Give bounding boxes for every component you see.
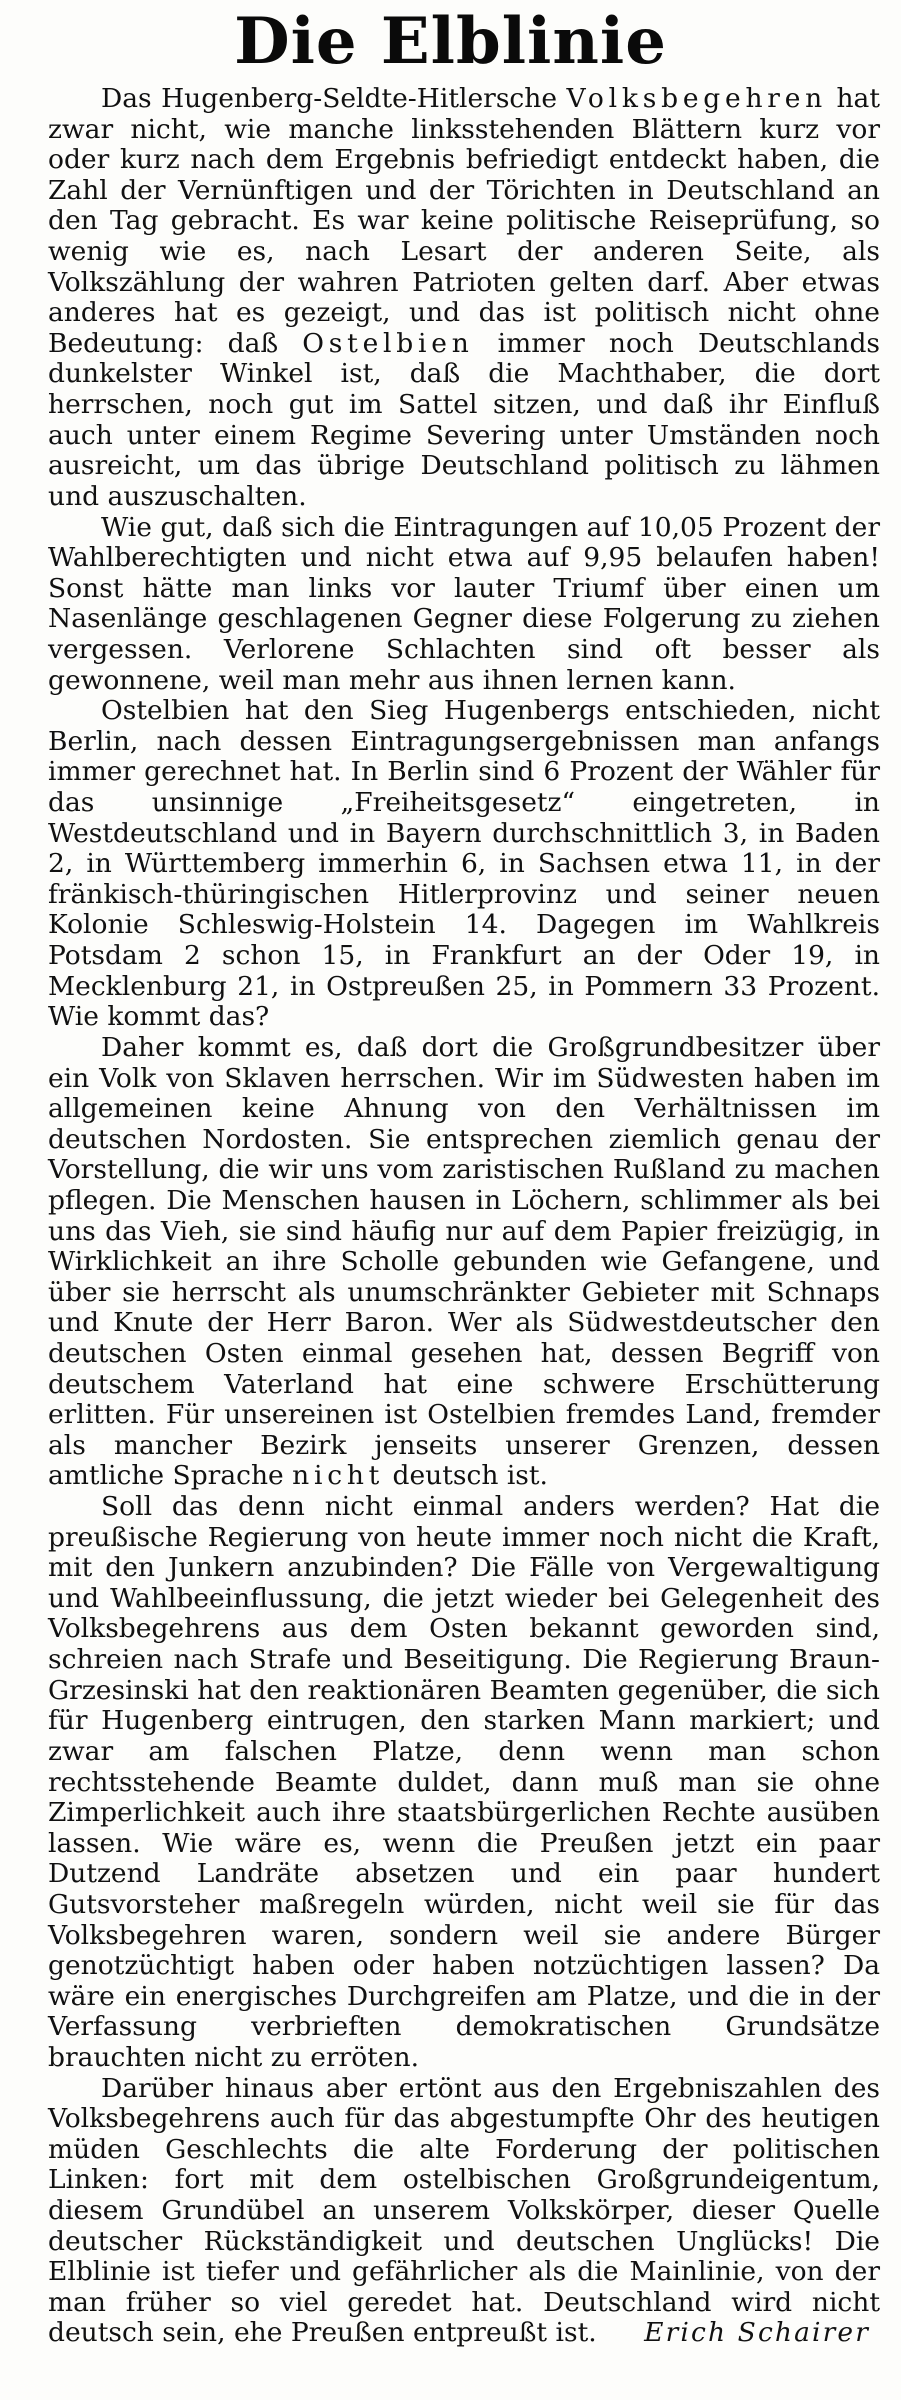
paragraph-4 [48,1033,880,1492]
paragraph-5: Soll das denn nicht einmal anders werden? Hat die preußische Regierung von heute immer noch nicht die Kraft, mit den Junkern anzubinden? Die Fälle von Vergewaltigung und Wahlbeeinflussung, die jetzt wieder bei Gelegenheit des Volksbegehrens aus dem Osten bekannt geworden sind, schreien nach Strafe und Beseitigung. Die Regierung Braun-Grzesinski hat den reaktionären Beamten gegenüber, die sich für Hugenberg eintrugen, den starken Mann markiert; und zwar am falschen Platze, denn wenn man schon rechtsstehende Beamte duldet, dann muß man sie ohne Zimperlichkeit auch ihre staatsbürgerlichen Rechte ausüben lassen. Wie wäre es, wenn die Preußen jetzt ein paar Dutzend Landräte absetzen und ein paar hundert Gutsvorsteher maßregeln würden, nicht weil sie für das Volksbegehren waren, sondern weil sie andere Bürger genotzüchtigt haben oder haben notzüchtigen lassen? Da wäre ein energisches Durchgreifen am Platze, und die in der Verfassung verbrieften demokratischen Grundsätze brauchten nicht zu erröten. [48,1491,880,2073]
headline: Die Elblinie [234,4,667,79]
paragraph-text: deutsch ist. [384,1460,548,1492]
paragraph-6: Darüber hinaus aber ertönt aus den Ergebniszahlen des Volksbegehrens auch für das abgestumpfte Ohr des heutigen müden Geschlechts die alte Forderung der politischen Linken: fort mit dem ostelbischen Großgrundeigentum, diesem Grundübel an unserem Volkskörper, dieser Quelle deutscher Rückständigkeit und deutschen Unglücks! Die Elblinie ist tiefer und gefährlicher als die Mainlinie, von der man früher so viel geredet hat. Deutschland wird nicht deutsch sein, ehe Preußen entpreußt ist. [48,2072,880,2349]
paragraph-text: Das Hugenberg-Seldte-Hitlersche [101,83,567,114]
emphasis-nicht: nicht [292,1460,385,1492]
paragraph-text: immer noch Deutschlands dunkelster Winkel ist, daß die Machthaber, die dort herrschen, noch gut im Sattel sitzen, und daß ihr Einfluß auch unter einem Regime Severing unter Umständen noch ausreicht, um das übrige Deutschland politisch zu lähmen und auszuschalten. [48,327,881,512]
paragraph-3: Ostelbien hat den Sieg Hugenbergs entschieden, nicht Berlin, nach dessen Eintragungsergebnissen man anfangs immer gerechnet hat. In Berlin sind 6 Prozent der Wähler für das unsinnige „Freiheitsgesetz“ eingetreten, in Westdeutschland und in Bayern durchschnittlich 3, in Baden 2, in Württemberg immerhin 6, in Sachsen etwa 11, in der fränkisch-thüringischen Hitlerprovinz und seiner neuen Kolonie Schleswig-Holstein 14. Dagegen im Wahlkreis Potsdam 2 schon 15, in Frankfurt an der Oder 19, in Mecklenburg 21, in Ostpreußen 25, in Pommern 33 Prozent. Wie kommt das? [48,695,880,1033]
emphasis-volksbegehren: Volksbegehren [566,83,828,114]
emphasis-ostelbien: Ostelbien [302,327,474,359]
paragraph-text: Daher kommt es, daß dort die Großgrundbesitzer über ein Volk von Sklaven herrschen. Wir im Südwesten haben im allgemeinen keine Ahnung von den Verhältnissen im deutschen Nordosten. Sie entsprechen ziemlich genau der Vorstellung, die wir uns vom zaristischen Rußland zu machen pflegen. Die Menschen hausen in Löchern, schlimmer als bei uns das Vieh, sie sind häufig nur auf dem Papier freizügig, in Wirklichkeit an ihre Scholle gebunden wie Gefangene, und über sie herrscht als unumschränkter Gebieter mit Schnaps und Knute der Herr Baron. Wer als Südwestdeutscher den deutschen Osten einmal gesehen hat, dessen Begriff von deutschem Vaterland hat eine schwere Erschütterung erlitten. Für unsereinen ist Ostelbien fremdes Land, fremder als mancher Bezirk jenseits unserer Grenzen, dessen amtliche Sprache [48,1031,880,1492]
author-signature: Erich Schairer [644,2316,870,2348]
paragraph-text: hat zwar nicht, wie manche linksstehenden Blättern kurz vor oder kurz nach dem Ergebnis befriedigt entdeckt haben, die Zahl der Vernünftigen und der Törichten in Deutschland an den Tag gebracht. Es war keine politische Reiseprüfung, so wenig wie es, nach Lesart der anderen Seite, als Volkszählung der wahren Patrioten gelten darf. Aber etwas anderes hat es gezeigt, und das ist politisch nicht ohne Bedeutung: daß [48,83,880,359]
article-body [48,84,880,2349]
paragraph-1 [48,84,880,513]
paragraph-2: Wie gut, daß sich die Eintragungen auf 10,05 Prozent der Wahlberechtigten und nicht etwa auf 9,95 belaufen haben! Sonst hätte man links vor lauter Triumf über einen um Nasenlänge geschlagenen Gegner diese Folgerung zu ziehen vergessen. Verlorene Schlachten sind oft besser als gewonnene, weil man mehr aus ihnen lernen kann. [48,511,880,696]
